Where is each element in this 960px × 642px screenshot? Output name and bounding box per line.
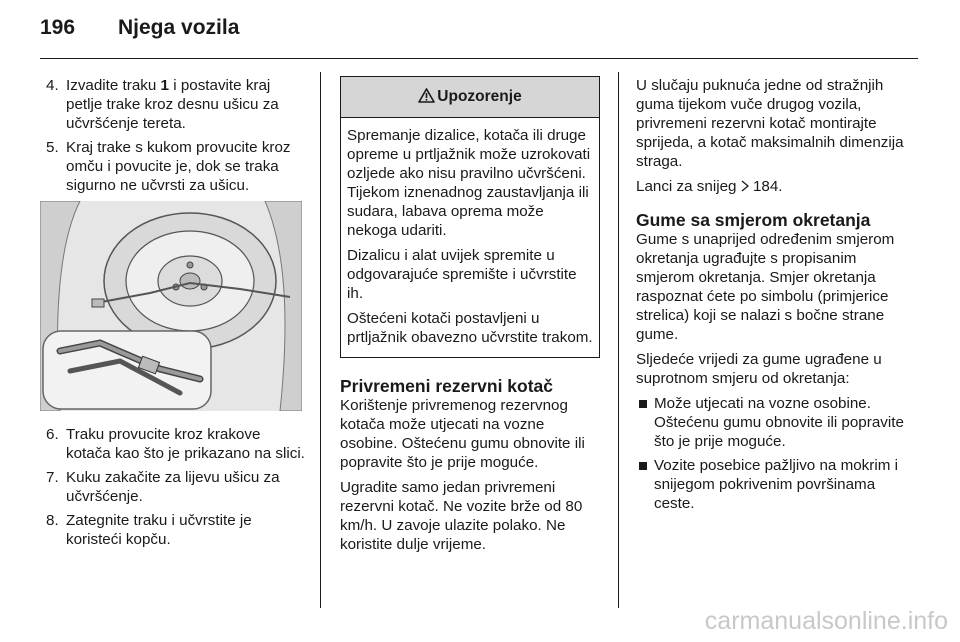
step-number: 8. [46, 512, 59, 529]
step-5 [46, 138, 308, 195]
header-rule [40, 58, 918, 59]
page-reference-link[interactable]: 184. [752, 178, 783, 195]
snow-chains-reference [636, 177, 906, 196]
step-6 [46, 425, 308, 463]
bullet-square-icon [639, 400, 647, 408]
warning-box [340, 76, 600, 358]
bullet-text: Vozite posebice pažljivo na mokrim i snijegom pokrivenim površinama ceste. [654, 457, 898, 512]
bullet-item [636, 394, 906, 451]
warning-title: Upozorenje [437, 88, 522, 105]
column-1 [46, 76, 308, 554]
column-divider-1 [320, 72, 321, 608]
column-2 [340, 76, 602, 560]
spare-paragraph: Korištenje privremenog rezervnog kotača može utjecati na vozne osobine. Oštećenu gumu obnovite ili popravite što je prije moguće. [340, 397, 585, 471]
step-number: 7. [46, 469, 59, 486]
warning-body [341, 118, 599, 357]
step-number: 6. [46, 426, 59, 443]
step-8 [46, 511, 308, 549]
spare-wheel-heading: Privremeni rezervni kotač [340, 376, 554, 396]
warning-paragraph: Spremanje dizalice, kotača ili druge opreme u prtljažnik može uzrokovati ozljede ako nisu pravilno učvršćeni. Tijekom iznenadnog zaustavljanja ili sudara, labava oprema može nekoga udariti. [347, 127, 591, 239]
step-text: Traku provucite kroz krakove kotača kao što je prikazano na slici. [66, 426, 305, 462]
bullet-square-icon [639, 462, 647, 470]
spare-paragraph: Ugradite samo jedan privremeni rezervni kotač. Ne vozite brže od 80 km/h. U zavoje ulazite polako. Ne koristite dulje vrijeme. [340, 479, 583, 553]
watermark: carmanualsonline.info [704, 607, 948, 635]
page-header [40, 14, 920, 54]
column-divider-2 [618, 72, 619, 608]
step-number: 4. [46, 77, 59, 94]
directional-paragraph: Gume s unaprijed određenim smjerom okretanja ugrađujte s propisanim smjerom okretanja. Smjer okretanja raspoznat ćete po simbolu (primjerice strelica) koji se nalazi s bočne strane gume. [636, 231, 895, 343]
chapter-title: Njega vozila [118, 16, 240, 39]
step-text: Kuku zakačite za lijevu ušicu za učvršćenje. [66, 469, 280, 505]
warning-paragraph: Oštećeni kotači postavljeni u prtljažnik obavezno učvrstite trakom. [347, 310, 593, 346]
rear-tyre-paragraph: U slučaju puknuća jedne od stražnjih guma tijekom vuče drugog vozila, privremeni rezervni kotač montirajte sprijeda, a kotač maksimalnih dimenzija straga. [636, 77, 904, 170]
column-3 [636, 76, 906, 518]
step-7 [46, 468, 308, 506]
warning-paragraph: Dizalicu i alat uvijek spremite u odgovarajuće spremište i učvrstite ih. [347, 247, 577, 302]
spare-wheel-illustration [40, 201, 302, 411]
step-number: 5. [46, 139, 59, 156]
step-text: Zategnite traku i učvrstite je koristeći kopču. [66, 512, 252, 548]
spare-wheel-drawing [40, 201, 302, 411]
directional-paragraph: Sljedeće vrijedi za gume ugrađene u suprotnom smjeru od okretanja: [636, 351, 882, 387]
step-text: Kraj trake s kukom provucite kroz omču i povucite je, dok se traka sigurno ne učvrsti za ušicu. [66, 139, 291, 194]
bullet-item [636, 456, 906, 513]
page-reference-icon [741, 180, 749, 192]
page-number: 196 [40, 16, 76, 39]
step-text: Izvadite traku [66, 77, 161, 94]
bullet-text: Može utjecati na vozne osobine. Oštećenu gumu obnovite ili popravite što je prije moguće. [654, 395, 904, 450]
directional-tyres-heading: Gume sa smjerom okretanja [636, 210, 871, 230]
warning-header [341, 77, 599, 118]
step-text: i postavite kraj petlje trake kroz desnu ušicu za učvršćenje tereta. [66, 77, 279, 132]
warning-triangle-icon [418, 88, 435, 103]
step-4 [46, 76, 308, 133]
step-callout-number: 1 [160, 77, 169, 94]
snow-chains-label: Lanci za snijeg [636, 178, 737, 195]
